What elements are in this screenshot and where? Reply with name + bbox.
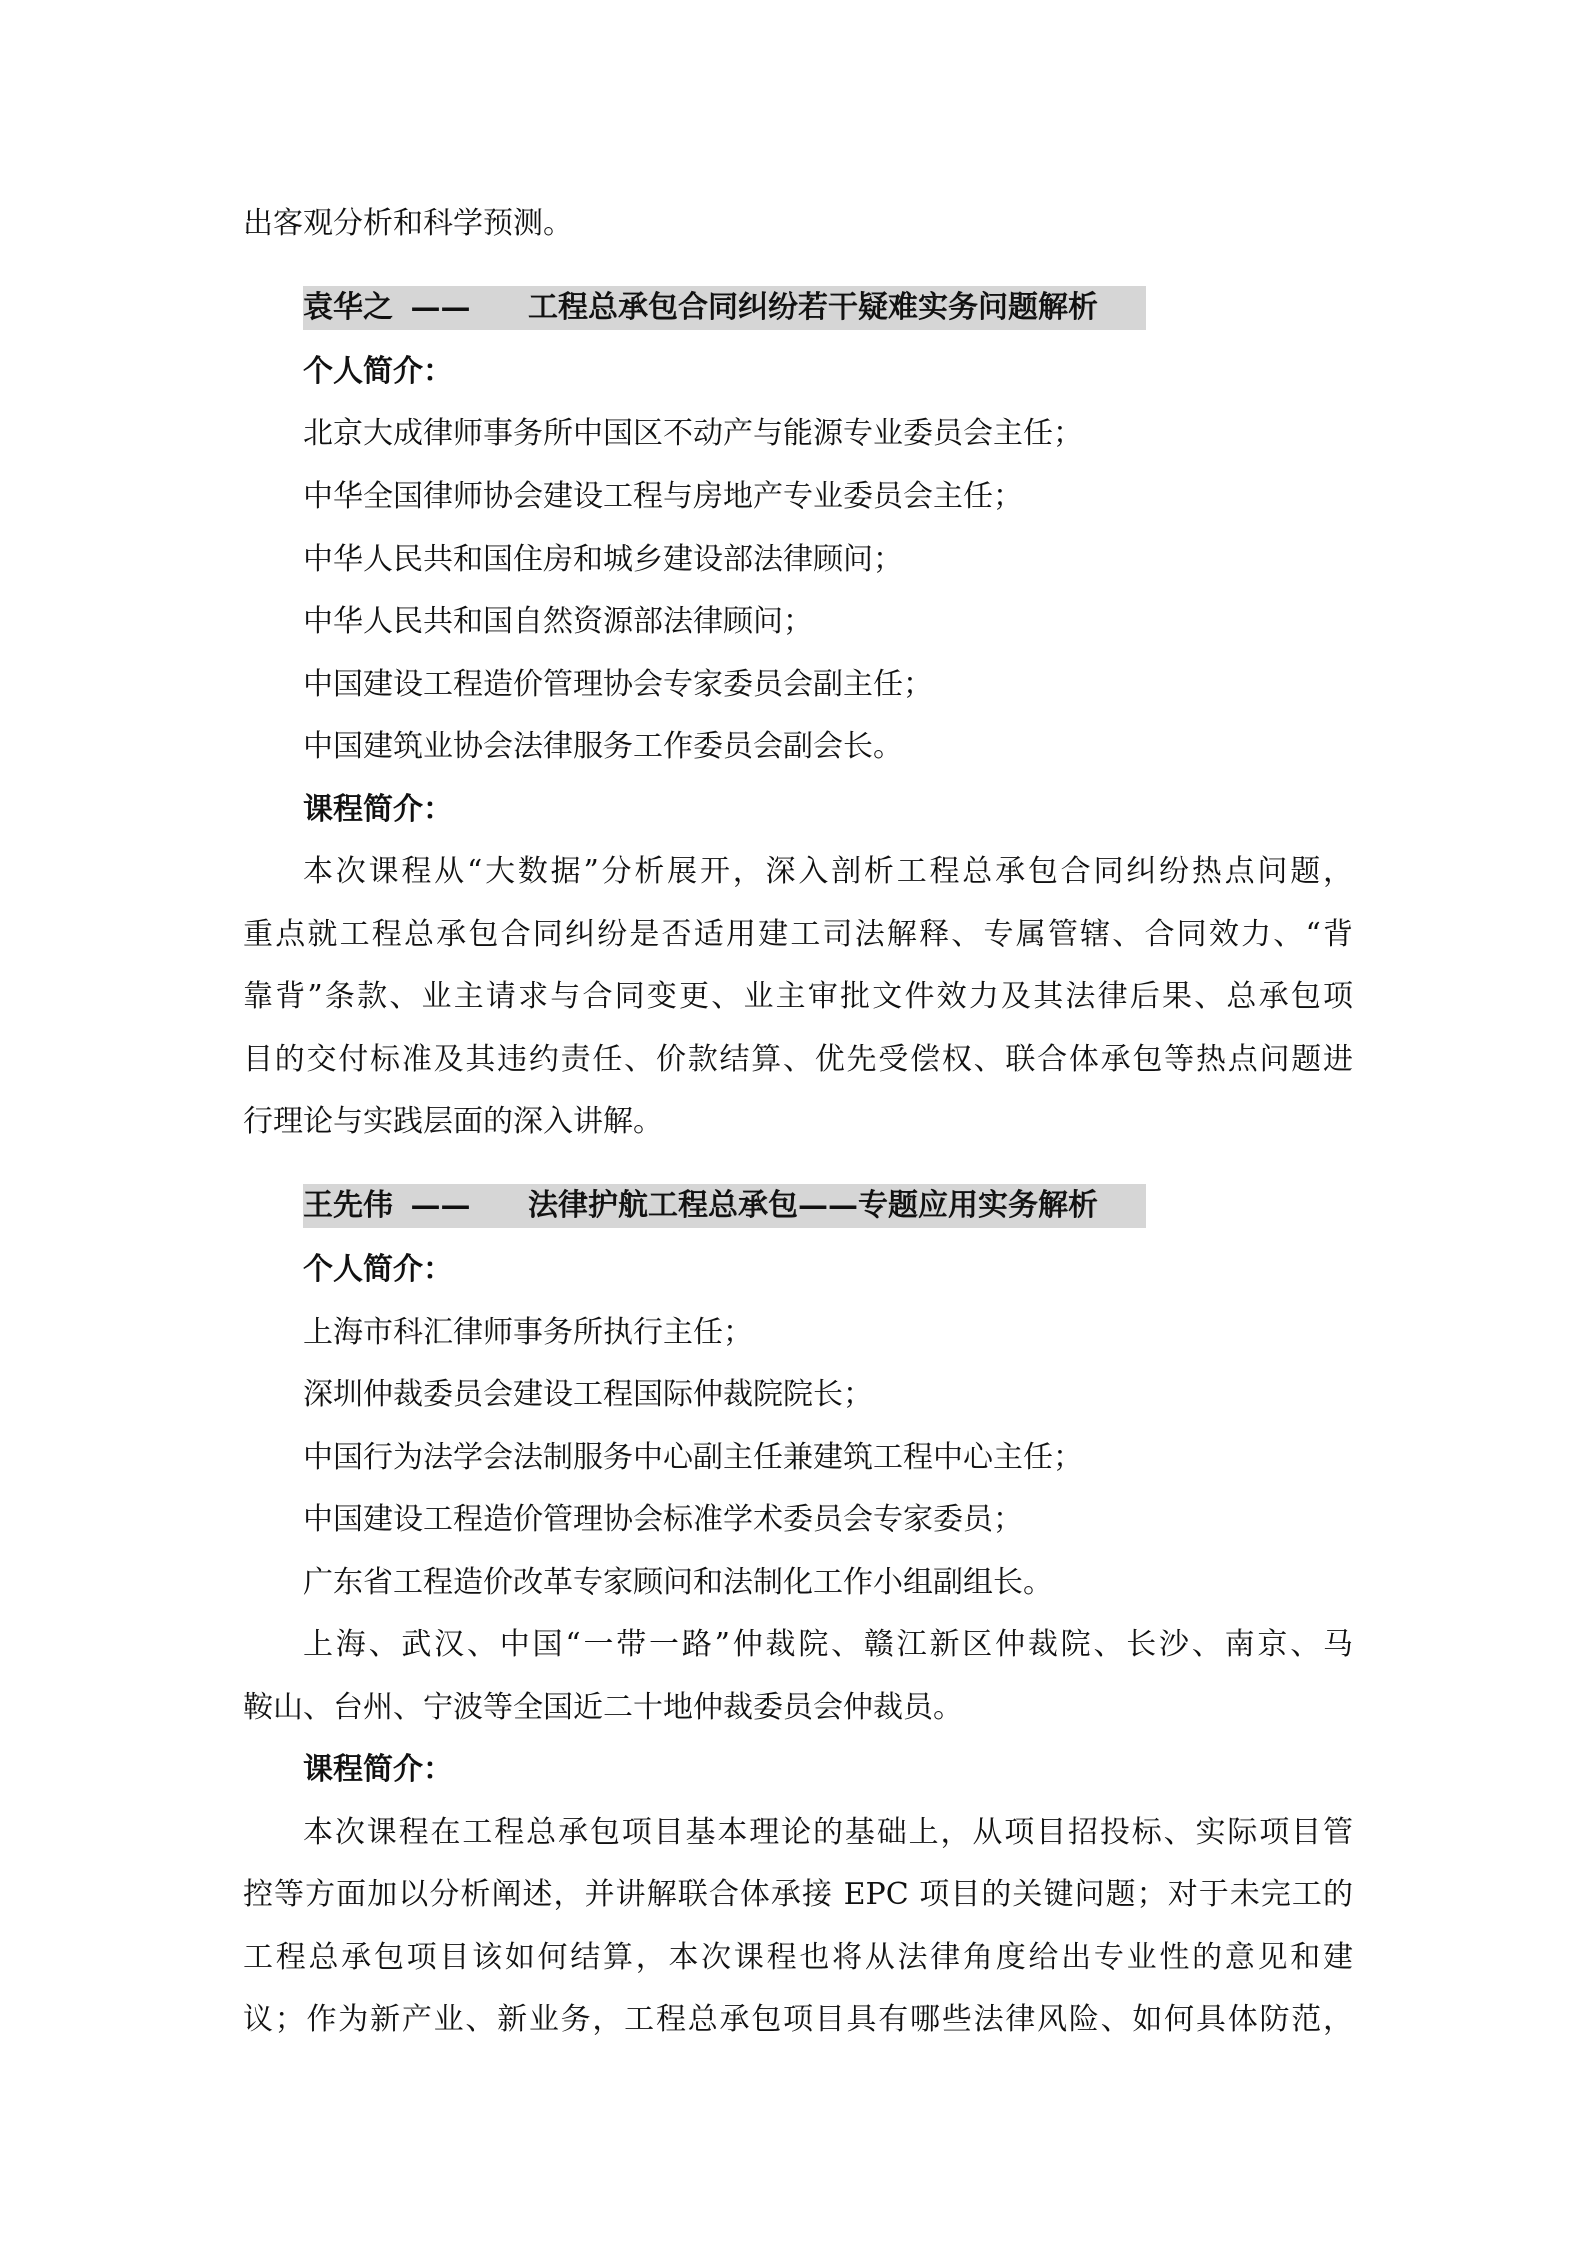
profile-item: 中华全国律师协会建设工程与房地产专业委员会主任； (303, 479, 1023, 514)
course-paragraph-line: 本次课程在工程总承包项目基本理论的基础上，从项目招投标、实际项目管 (303, 1815, 1353, 1850)
profile-item: 广东省工程造价改革专家顾问和法制化工作小组副组长。 (303, 1565, 1053, 1600)
course-paragraph-line: 靠背”条款、业主请求与合同变更、业主审批文件效力及其法律后果、总承包项 (243, 979, 1353, 1014)
profile-item: 中国建设工程造价管理协会专家委员会副主任； (303, 667, 933, 702)
heading-dash: —— (410, 290, 471, 325)
profile-item: 上海市科汇律师事务所执行主任； (303, 1315, 753, 1350)
speaker-name: 王先伟 (303, 1188, 393, 1223)
heading-dash: —— (410, 1188, 471, 1223)
arbitrator-paragraph-line: 上海、武汉、中国“一带一路”仲裁院、赣江新区仲裁院、长沙、南京、马 (303, 1627, 1353, 1662)
profile-label: 个人简介： (303, 1252, 453, 1287)
arbitrator-paragraph-line: 鞍山、台州、宁波等全国近二十地仲裁委员会仲裁员。 (243, 1690, 963, 1725)
course-paragraph-line: 本次课程从“大数据”分析展开，深入剖析工程总承包合同纠纷热点问题， (303, 854, 1353, 889)
course-title: 工程总承包合同纠纷若干疑难实务问题解析 (528, 290, 1098, 325)
course-paragraph-line: 议；作为新产业、新业务，工程总承包项目具有哪些法律风险、如何具体防范， (243, 2002, 1353, 2037)
section-1-heading (303, 286, 1146, 330)
intro-tail-text: 出客观分析和科学预测。 (243, 206, 573, 241)
profile-item: 深圳仲裁委员会建设工程国际仲裁院院长； (303, 1377, 873, 1412)
course-paragraph-line: 重点就工程总承包合同纠纷是否适用建工司法解释、专属管辖、合同效力、“背 (243, 917, 1353, 952)
course-paragraph-line: 行理论与实践层面的深入讲解。 (243, 1104, 663, 1139)
profile-item: 中华人民共和国住房和城乡建设部法律顾问； (303, 542, 903, 577)
profile-item: 中国行为法学会法制服务中心副主任兼建筑工程中心主任； (303, 1440, 1083, 1475)
profile-item: 中华人民共和国自然资源部法律顾问； (303, 604, 813, 639)
course-label: 课程简介： (303, 792, 453, 827)
course-paragraph-line: 控等方面加以分析阐述，并讲解联合体承接 EPC 项目的关键问题；对于未完工的 (243, 1877, 1353, 1912)
profile-item: 中国建设工程造价管理协会标准学术委员会专家委员； (303, 1502, 1023, 1537)
course-paragraph-line: 工程总承包项目该如何结算，本次课程也将从法律角度给出专业性的意见和建 (243, 1940, 1353, 1975)
course-label: 课程简介： (303, 1752, 453, 1787)
profile-label: 个人简介： (303, 354, 453, 389)
course-title: 法律护航工程总承包——专题应用实务解析 (528, 1188, 1098, 1223)
profile-item: 北京大成律师事务所中国区不动产与能源专业委员会主任； (303, 416, 1083, 451)
section-2-heading (303, 1184, 1146, 1228)
profile-item: 中国建筑业协会法律服务工作委员会副会长。 (303, 729, 903, 764)
speaker-name: 袁华之 (303, 290, 393, 325)
course-paragraph-line: 目的交付标准及其违约责任、价款结算、优先受偿权、联合体承包等热点问题进 (243, 1042, 1353, 1077)
